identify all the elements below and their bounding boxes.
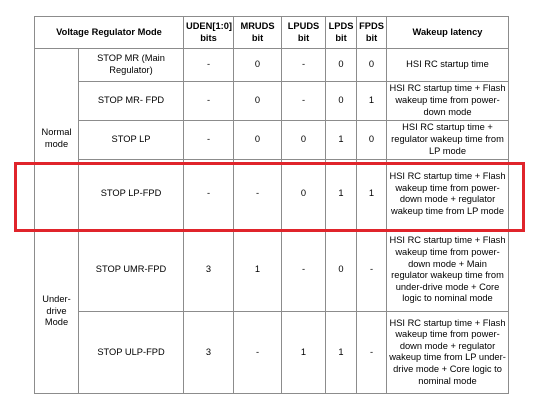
header-mruds: MRUDS bit: [234, 17, 282, 49]
latency-cell: HSI RC startup time + regulator wakeup time from LP mode: [387, 120, 509, 159]
table-row-highlighted: [35, 159, 509, 229]
lpuds-cell: -: [282, 49, 326, 82]
mruds-cell: -: [234, 311, 282, 393]
mruds-cell: 0: [234, 120, 282, 159]
fpds-cell: 1: [357, 81, 387, 120]
header-row: [35, 17, 509, 49]
table-row: [35, 229, 509, 311]
lpds-cell: 0: [326, 81, 357, 120]
voltage-regulator-table: [34, 16, 509, 394]
lpds-cell: 1: [326, 159, 357, 229]
header-lpds: LPDS bit: [326, 17, 357, 49]
lpuds-cell: -: [282, 81, 326, 120]
uden-cell: 3: [184, 311, 234, 393]
lpuds-cell: 0: [282, 120, 326, 159]
lpds-cell: 0: [326, 229, 357, 311]
fpds-cell: 1: [357, 159, 387, 229]
mode-cell: STOP UMR-FPD: [79, 229, 184, 311]
lpds-cell: 1: [326, 120, 357, 159]
lpuds-cell: -: [282, 229, 326, 311]
uden-cell: -: [184, 159, 234, 229]
header-uden: UDEN[1:0] bits: [184, 17, 234, 49]
latency-cell: HSI RC startup time + Flash wakeup time from power-down mode + Main regulator wakeup time from under-drive mode + Core logic to nominal mode: [387, 229, 509, 311]
mode-cell: STOP MR (Main Regulator): [79, 49, 184, 82]
fpds-cell: 0: [357, 49, 387, 82]
mruds-cell: -: [234, 159, 282, 229]
uden-cell: -: [184, 81, 234, 120]
mode-cell: STOP LP-FPD: [79, 159, 184, 229]
latency-cell: HSI RC startup time: [387, 49, 509, 82]
header-voltage-regulator-mode: Voltage Regulator Mode: [35, 17, 184, 49]
lpuds-cell: 1: [282, 311, 326, 393]
latency-cell: HSI RC startup time + Flash wakeup time from power-down mode: [387, 81, 509, 120]
header-wakeup-latency: Wakeup latency: [387, 17, 509, 49]
header-fpds: FPDS bit: [357, 17, 387, 49]
mruds-cell: 0: [234, 81, 282, 120]
latency-cell: HSI RC startup time + Flash wakeup time from power-down mode + regulator wakeup time from LP under-drive mode + Core logic to nominal mode: [387, 311, 509, 393]
fpds-cell: -: [357, 311, 387, 393]
mode-cell: STOP LP: [79, 120, 184, 159]
lpuds-cell: 0: [282, 159, 326, 229]
latency-cell: HSI RC startup time + Flash wakeup time from power-down mode + regulator wakeup time from LP mode: [387, 159, 509, 229]
lpds-cell: 0: [326, 49, 357, 82]
uden-cell: -: [184, 49, 234, 82]
lpds-cell: 1: [326, 311, 357, 393]
table-row: [35, 81, 509, 120]
mode-cell: STOP ULP-FPD: [79, 311, 184, 393]
group-label-under-drive-mode: Under-drive Mode: [35, 229, 79, 393]
fpds-cell: -: [357, 229, 387, 311]
mruds-cell: 0: [234, 49, 282, 82]
header-lpuds: LPUDS bit: [282, 17, 326, 49]
uden-cell: -: [184, 120, 234, 159]
table-row: [35, 311, 509, 393]
table-row: [35, 120, 509, 159]
table-row: [35, 49, 509, 82]
mruds-cell: 1: [234, 229, 282, 311]
mode-cell: STOP MR- FPD: [79, 81, 184, 120]
group-label-normal-mode: Normal mode: [35, 49, 79, 230]
fpds-cell: 0: [357, 120, 387, 159]
uden-cell: 3: [184, 229, 234, 311]
